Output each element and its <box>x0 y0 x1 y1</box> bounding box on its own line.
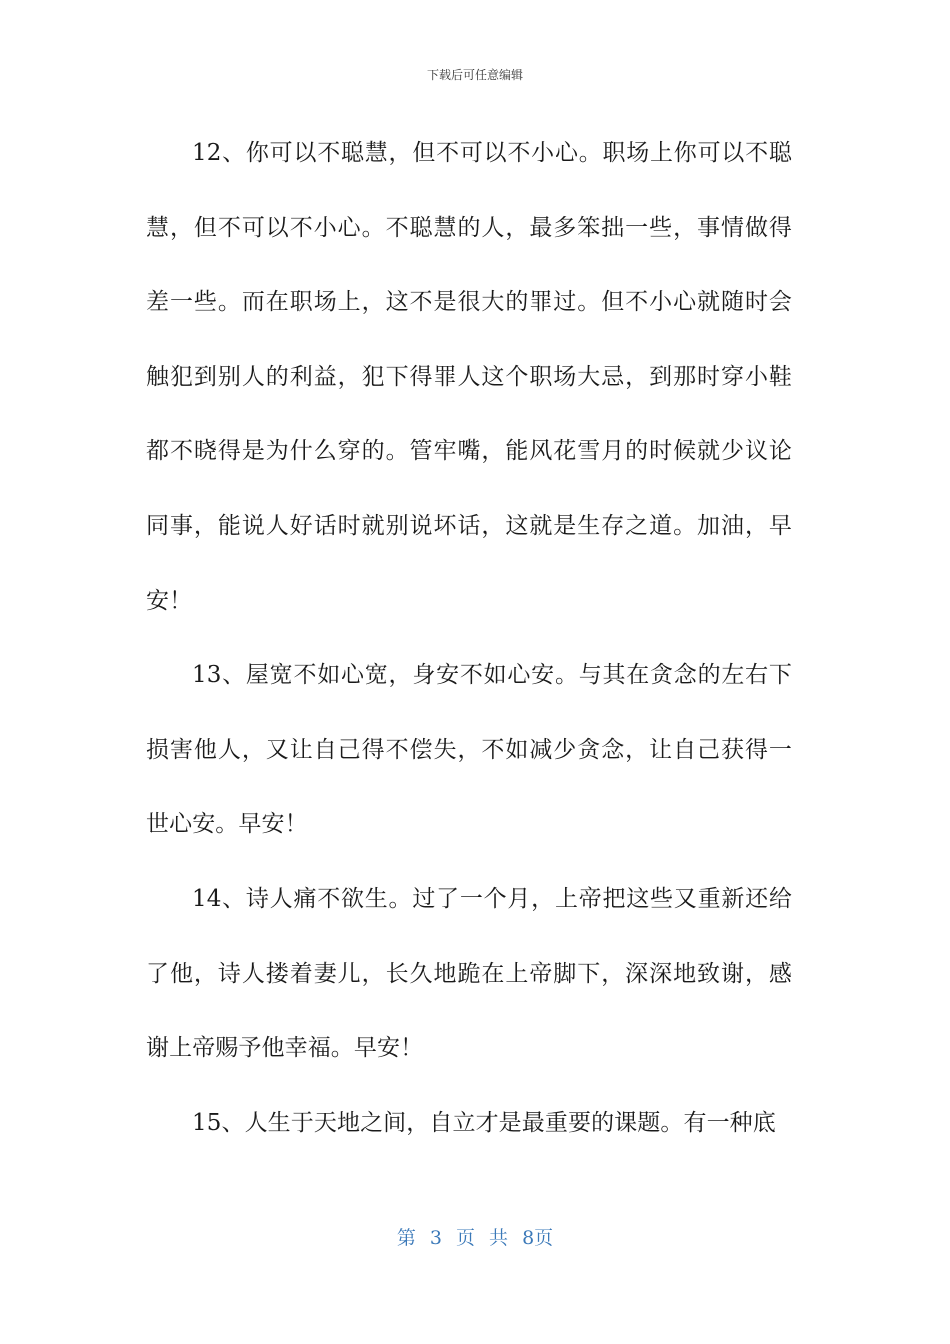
document-body <box>146 116 792 1160</box>
paragraph-13: 13、屋宽不如心宽，身安不如心安。与其在贪念的左右下损害他人，又让自己得不偿失，不如减少贪念，让自己获得一世心安。早安！ <box>146 662 792 838</box>
page-header: 下载后可任意编辑 <box>426 68 523 82</box>
paragraph-12: 12、你可以不聪慧，但不可以不小心。职场上你可以不聪慧，但不可以不小心。不聪慧的人，最多笨拙一些，事情做得差一些。而在职场上，这不是很大的罪过。但不小心就随时会触犯到别人的利益，犯下得罪人这个职场大忌，到那时穿小鞋都不晓得是为什么穿的。管牢嘴，能风花雪月的时候就少议论同事，能说人好话时就别说坏话，这就是生存之道。加油，早安！ <box>146 140 792 614</box>
paragraph-15: 15、人生于天地之间，自立才是最重要的课题。有一种底 <box>192 1109 776 1136</box>
page-footer: 第 3 页 共 8页 <box>396 1227 554 1249</box>
paragraph-14: 14、诗人痛不欲生。过了一个月，上帝把这些又重新还给了他，诗人搂着妻儿，长久地跪在上帝脚下，深深地致谢，感谢上帝赐予他幸福。早安！ <box>146 885 792 1062</box>
